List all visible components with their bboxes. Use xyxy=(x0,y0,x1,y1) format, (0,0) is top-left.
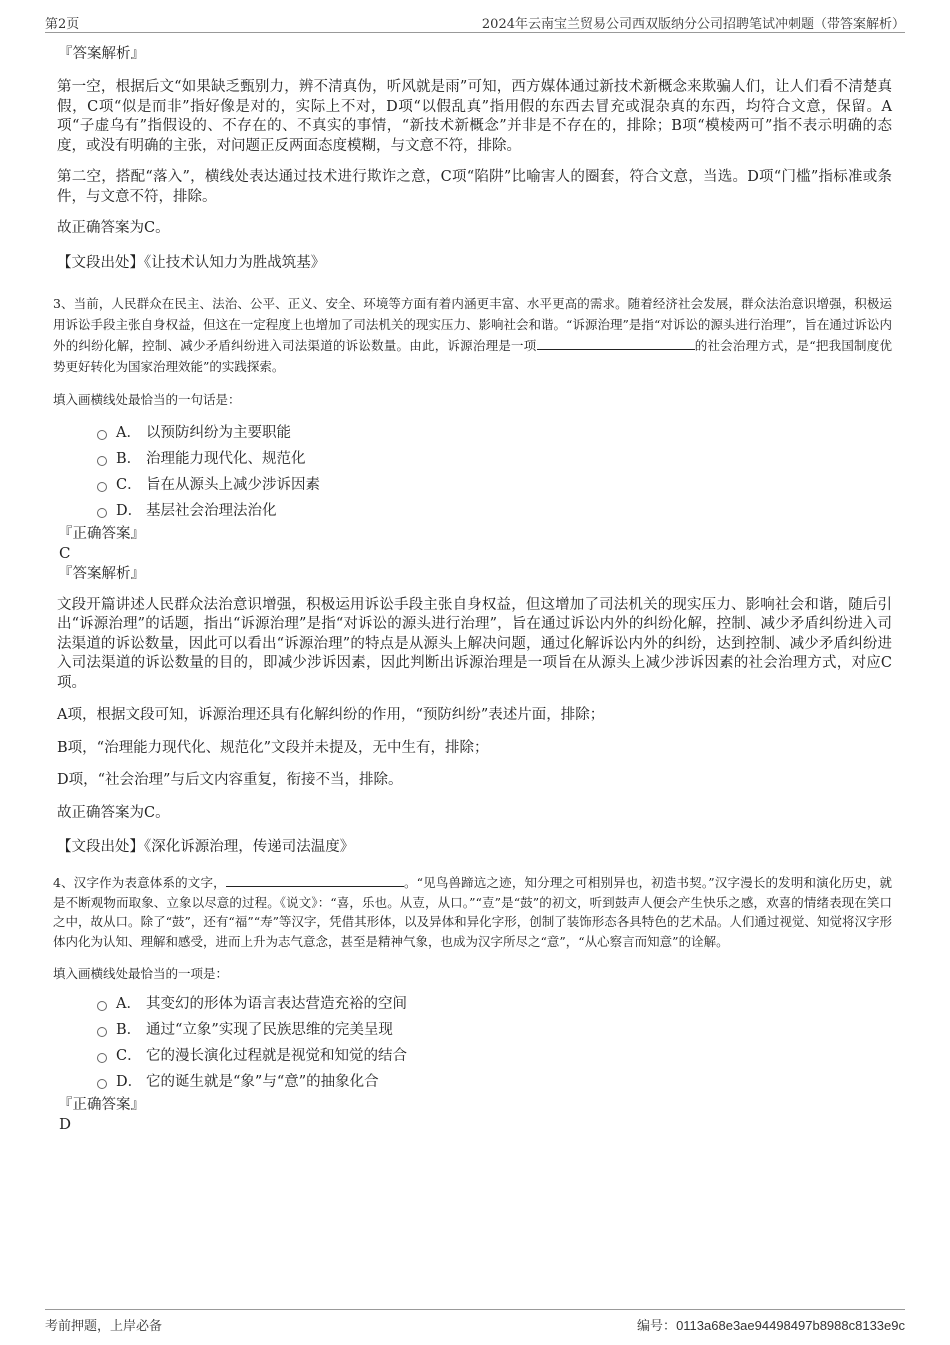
q3-correct-label: 『正确答案』 xyxy=(58,525,145,542)
radio-button-icon[interactable] xyxy=(97,1027,107,1037)
q4-blank xyxy=(226,874,404,887)
q3-analysis-label: 『答案解析』 xyxy=(58,565,145,582)
radio-button-icon[interactable] xyxy=(97,1001,107,1011)
q4-option-c[interactable]: C． 它的漫长演化过程就是视觉和知觉的结合 xyxy=(97,1043,892,1069)
q3-analysis-paragraph: B项，“治理能力现代化、规范化”文段并未提及，无中生有，排除； xyxy=(57,739,489,756)
radio-button-icon[interactable] xyxy=(97,430,107,440)
q4-stem xyxy=(53,873,892,951)
q3-option-b[interactable]: B． 治理能力现代化、规范化 xyxy=(97,446,892,472)
document-title: 2024年云南宝兰贸易公司西双版纳分公司招聘笔试冲刺题（带答案解析） xyxy=(481,17,905,32)
footer-slogan: 考前押题，上岸必备 xyxy=(45,1319,163,1334)
page-header xyxy=(45,12,905,33)
q3-options xyxy=(57,420,892,524)
q3-conclusion: 故正确答案为C。 xyxy=(57,804,170,821)
radio-button-icon[interactable] xyxy=(97,1053,107,1063)
q3-analysis-paragraph: 文段开篇讲述人民群众法治意识增强，积极运用诉讼手段主张自身权益，但这增加了司法机关的现实压力、影响社会和谐，随后引出“诉源治理”的话题，指出“诉源治理”是指“对诉讼的源头进行治理”，旨在通过诉讼内外的纠纷化解，控制、减少矛盾纠纷进入司法渠道的诉讼数量，因此可以看出“诉源治理”的特点是从源头上解决问题，通过化解诉讼内外的纠纷，达到控制、减少矛盾纠纷进入司法渠道的诉讼数量的目的，即减少涉诉因素，因此判断出诉源治理是一项旨在从源头上减少涉诉因素的社会治理方式，对应C项。 xyxy=(57,596,892,691)
q2-analysis-paragraph: 第二空，搭配“落入”，横线处表达通过技术进行欺诈之意，C项“陷阱”比喻害人的圈套，符合文意，当选。D项“门槛”指标准或条件，与文意不符，排除。 xyxy=(57,169,892,205)
q3-analysis-paragraph: A项，根据文段可知，诉源治理还具有化解纠纷的作用，“预防纠纷”表述片面，排除； xyxy=(57,707,605,723)
page-number: 第2页 xyxy=(45,17,80,32)
q2-source: 【文段出处】《让技术认知力为胜战筑基》 xyxy=(57,254,326,271)
radio-button-icon[interactable] xyxy=(97,482,107,492)
q3-correct-answer: C xyxy=(59,543,71,562)
q4-option-a[interactable]: A． 其变幻的形体为语言表达营造充裕的空间 xyxy=(97,991,892,1017)
page-footer xyxy=(45,1309,905,1338)
document-id-label: 编号： xyxy=(637,1319,677,1334)
document-id-value: 0113a68e3ae94498497b8988c8133e9c xyxy=(676,1318,905,1333)
q4-option-b[interactable]: B． 通过“立象”实现了民族思维的完美呈现 xyxy=(97,1017,892,1043)
q4-prompt: 填入画横线处最恰当的一项是： xyxy=(53,966,229,981)
q3-stem-after: 的社会治理方式，是“把我国制度优势更好转化为国家治理效能”的实践探索。 xyxy=(53,337,892,374)
q3-blank xyxy=(537,337,695,350)
radio-button-icon[interactable] xyxy=(97,508,107,518)
q3-option-d[interactable]: D． 基层社会治理法治化 xyxy=(97,498,892,524)
q3-stem-before: 3、当前，人民群众在民主、法治、公平、正义、安全、环境等方面有着内涵更丰富、水平更高的需求。随着经济社会发展，群众法治意识增强，积极运用诉讼手段主张自身权益，但这在一定程度上也增加了司法机关的现实压力、影响社会和谐。“诉源治理”是指“对诉讼的源头进行治理”，旨在通过诉讼内外的纠纷化解，控制、减少矛盾纠纷进入司法渠道的诉讼数量。由此，诉源治理是一项 xyxy=(53,295,892,353)
q4-options xyxy=(57,991,892,1095)
q4-option-d[interactable]: D． 它的诞生就是“象”与“意”的抽象化合 xyxy=(97,1069,892,1095)
main-content xyxy=(53,44,892,1133)
q2-analysis-paragraph: 第一空，根据后文“如果缺乏甄别力，辨不清真伪，听风就是雨”可知，西方媒体通过新技术新概念来欺骗人们，让人们看不清楚真假，C项“似是而非”指好像是对的，实际上不对，D项“以假乱真”指用假的东西去冒充或混杂真的东西，均符合文意，保留。A项“子虚乌有”指假设的、不存在的、不真实的事情，“新技术新概念”并非是不存在的，排除；B项“模棱两可”指不表示明确的态度，或没有明确的主张，对问题正反两面态度模糊，与文意不符，排除。 xyxy=(57,79,892,154)
q3-option-a[interactable]: A． 以预防纠纷为主要职能 xyxy=(97,420,892,446)
q4-correct-label: 『正确答案』 xyxy=(58,1097,145,1113)
q3-source: 【文段出处】《深化诉源治理，传递司法温度》 xyxy=(57,839,355,855)
q3-analysis-paragraph: D项，“社会治理”与后文内容重复，衔接不当，排除。 xyxy=(57,772,403,788)
q4-correct-answer: D xyxy=(59,1115,72,1133)
q3-stem xyxy=(53,293,892,377)
radio-button-icon[interactable] xyxy=(97,456,107,466)
q3-option-c[interactable]: C． 旨在从源头上减少涉诉因素 xyxy=(97,472,892,498)
q2-conclusion: 故正确答案为C。 xyxy=(57,220,170,236)
q3-prompt: 填入画横线处最恰当的一句话是： xyxy=(53,391,241,407)
q4-stem-before: 4、汉字作为表意体系的文字， xyxy=(53,875,226,890)
q2-analysis-label: 『答案解析』 xyxy=(58,46,145,62)
document-id xyxy=(637,1315,905,1334)
radio-button-icon[interactable] xyxy=(97,1079,107,1089)
q4-stem-after: 。“见鸟兽蹄迒之迹，知分理之可相别异也，初造书契。”汉字漫长的发明和演化历史，就是不断观物而取象、立象以尽意的过程。《说文》：“喜，乐也。从壴，从口。”“壴”是“鼓”的初文，听到鼓声人便会产生快乐之感，欢喜的情绪表现在笑口之中，故从口。除了“鼓”，还有“福”“寿”等汉字，凭借其形体，以及异体和异化字形，创制了装饰形态各具特色的艺术品。人们通过视觉、知觉将汉字形体内化为认知、理解和感受，进而上升为志气意念，甚至是精神气象，也成为汉字所尽之“意”，“从心察言而知意”的诠解。 xyxy=(53,875,892,949)
